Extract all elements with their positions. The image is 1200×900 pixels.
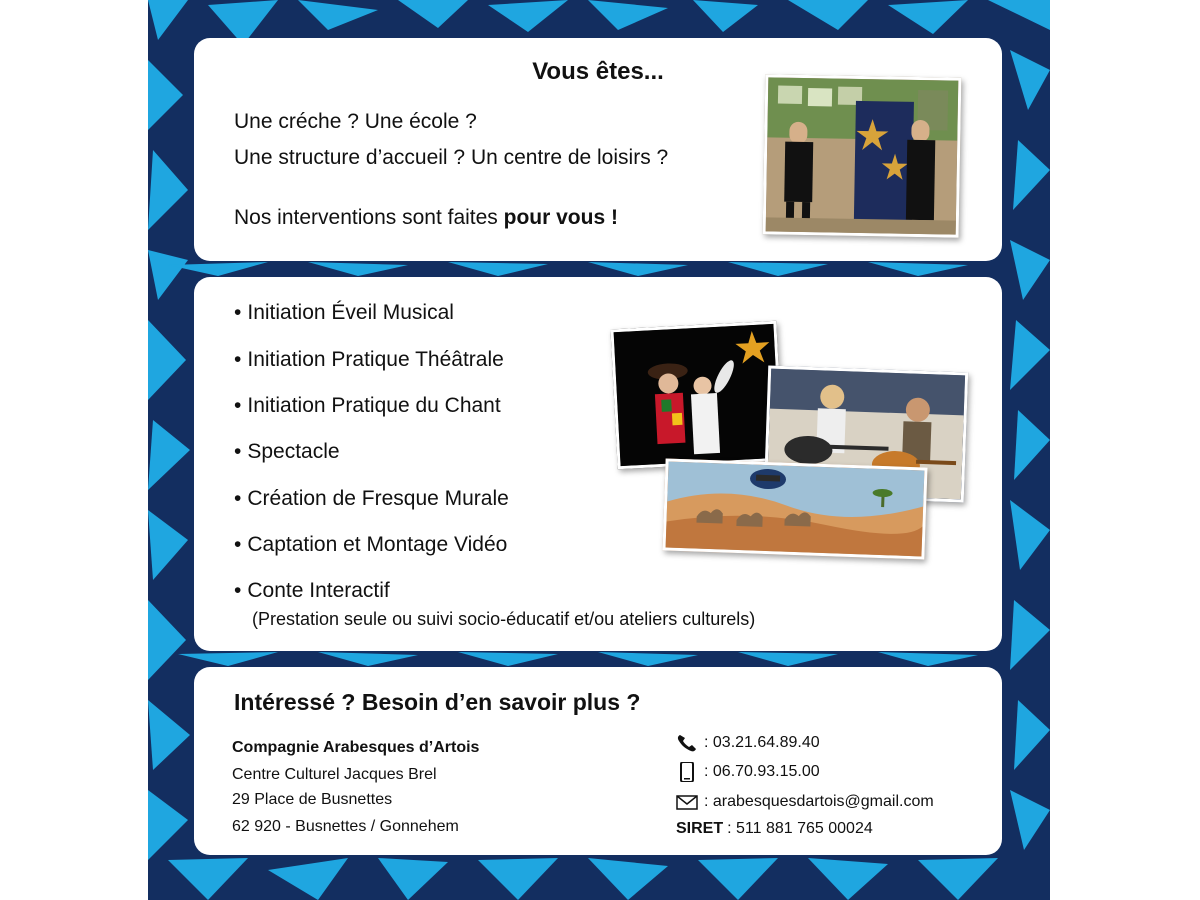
intro-line-3 <box>234 206 618 230</box>
service-item <box>234 301 454 325</box>
mural-photo <box>662 458 927 559</box>
intro-line-2: Une structure d’accueil ? Un centre de loisirs ? <box>234 146 669 169</box>
service-item <box>234 579 390 603</box>
performers-photo <box>763 74 962 237</box>
service-item <box>234 487 509 511</box>
bullet: • <box>234 301 242 324</box>
mobile-number[interactable]: : 06.70.93.15.00 <box>704 763 820 780</box>
service-label: Initiation Éveil Musical <box>247 301 454 324</box>
service-label: Conte Interactif <box>247 579 390 602</box>
intro-line-3-text: Nos interventions sont faites <box>234 206 504 229</box>
performers-illustration <box>766 77 959 234</box>
siret-label: SIRET <box>676 820 724 837</box>
service-item <box>234 440 340 464</box>
service-label: Initiation Pratique du Chant <box>247 394 501 417</box>
service-item <box>234 533 507 557</box>
intro-line-1: Une créche ? Une école ? <box>234 110 477 133</box>
siret-value: : 511 881 765 00024 <box>727 820 873 837</box>
intro-title: Vous êtes... <box>532 58 664 85</box>
service-label: Initiation Pratique Théâtrale <box>247 348 504 371</box>
phone-row <box>676 733 820 753</box>
bullet: • <box>234 533 242 556</box>
bullet: • <box>234 348 242 371</box>
envelope-icon <box>676 792 698 812</box>
bullet: • <box>234 440 242 463</box>
theatre-photo <box>610 321 783 469</box>
theatre-illustration <box>614 324 781 466</box>
service-label: Création de Fresque Murale <box>247 487 509 510</box>
company-name: Compagnie Arabesques d’Artois <box>232 739 480 756</box>
bullet: • <box>234 579 242 602</box>
address-line: 62 920 - Busnettes / Gonnehem <box>232 818 459 835</box>
contact-card <box>194 667 1002 855</box>
mural-illustration <box>666 462 925 557</box>
service-label: Spectacle <box>247 440 340 463</box>
phone-icon <box>676 733 698 753</box>
contact-title: Intéressé ? Besoin d’en savoir plus ? <box>234 689 641 715</box>
mobile-row <box>676 762 820 782</box>
siret-row <box>676 820 873 838</box>
address-line: Centre Culturel Jacques Brel <box>232 766 437 783</box>
poster <box>148 0 1050 900</box>
bullet: • <box>234 487 242 510</box>
service-note: (Prestation seule ou suivi socio-éducatif et/ou ateliers culturels) <box>252 609 756 629</box>
service-item <box>234 348 504 372</box>
bullet: • <box>234 394 242 417</box>
email-address[interactable]: : arabesquesdartois@gmail.com <box>704 793 934 810</box>
services-card <box>194 277 1002 651</box>
address-line: 29 Place de Busnettes <box>232 791 393 808</box>
intro-line-3-emphasis: pour vous ! <box>503 206 618 229</box>
service-item <box>234 394 501 418</box>
mobile-icon <box>676 762 698 782</box>
intro-card <box>194 38 1002 261</box>
service-label: Captation et Montage Vidéo <box>247 533 508 556</box>
email-row <box>676 792 934 812</box>
phone-number[interactable]: : 03.21.64.89.40 <box>704 734 820 751</box>
